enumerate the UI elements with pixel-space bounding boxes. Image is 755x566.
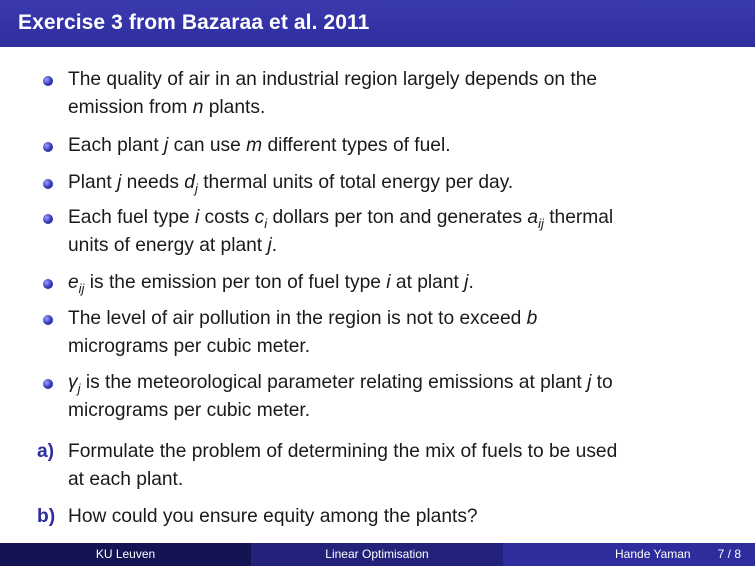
footer-author: Hande Yaman: [615, 547, 691, 561]
bullet-icon: [43, 379, 53, 389]
question-text: Formulate the problem of determining the mix of fuels to be used at each plant.: [68, 441, 618, 490]
bullet-text: The level of air pollution in the region is not to exceed b micrograms per cubic meter.: [68, 308, 538, 357]
question-label: b): [37, 506, 56, 527]
bullet-text: Plant j needs $d_j$ thermal units of total energy per day.: [68, 172, 514, 196]
bullet-icon: [43, 179, 53, 189]
question-text: How could you ensure equity among the plants?: [68, 506, 478, 527]
footer-page-number: 7 / 8: [717, 547, 741, 561]
bullet-text: Each fuel type i costs $c_i$ dollars per ton and generates $a_{ij}$ thermal units of energy at plant j.: [68, 207, 614, 256]
bullet-icon: [43, 279, 53, 289]
bullet-icon: [43, 76, 53, 86]
footer-author-page: [503, 543, 755, 566]
bullet-text: $e_{ij}$ is the emission per ton of fuel type i at plant j.: [68, 272, 474, 296]
slide-footer: [0, 543, 755, 566]
bullet-icon: [43, 214, 53, 224]
bullet-text: Each plant j can use m different types of fuel.: [68, 135, 451, 156]
bullet-text: The quality of air in an industrial region largely depends on the emission from n plants.: [68, 69, 598, 118]
bullet-text: $\gamma_j$ is the meteorological parameter relating emissions at plant j to micrograms per cubic meter.: [68, 372, 613, 421]
footer-institution: KU Leuven: [0, 543, 251, 566]
bullet-icon: [43, 315, 53, 325]
question-label: a): [37, 441, 55, 462]
bullet-icon: [43, 142, 53, 152]
slide-title-bar: [0, 0, 755, 47]
slide-title: Exercise 3 from Bazaraa et al. 2011: [18, 11, 370, 34]
footer-course: Linear Optimisation: [251, 543, 503, 566]
